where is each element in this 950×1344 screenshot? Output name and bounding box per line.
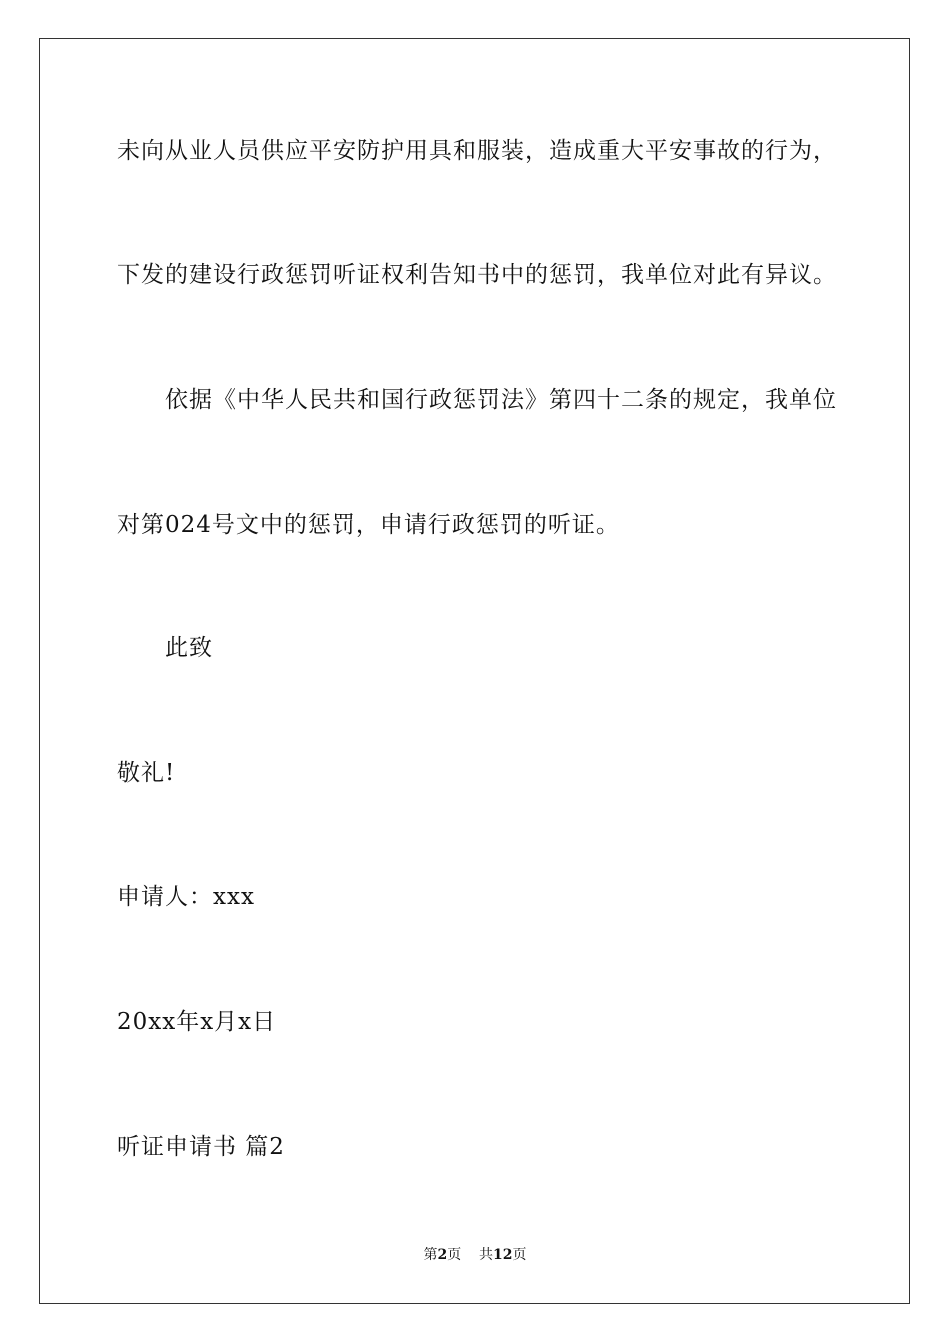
body-line-1: 未向从业人员供应平安防护用具和服装，造成重大平安事故的行为， xyxy=(117,138,837,164)
body-line-4: 对第024号文中的惩罚，申请行政惩罚的听证。 xyxy=(117,512,620,538)
section-heading: 听证申请书 篇2 xyxy=(117,1134,285,1160)
date-line: 20xx年x月x日 xyxy=(117,1009,277,1035)
footer-page-suffix: 页 xyxy=(447,1247,462,1263)
page-footer xyxy=(0,1246,950,1264)
body-line-3: 依据《中华人民共和国行政惩罚法》第四十二条的规定，我单位 xyxy=(165,387,837,413)
footer-page-prefix: 第 xyxy=(423,1247,438,1263)
footer-total-suffix: 页 xyxy=(512,1247,527,1263)
closing-line: 敬礼! xyxy=(117,760,176,786)
page-frame xyxy=(39,38,910,1304)
footer-total-prefix: 共 xyxy=(479,1247,494,1263)
applicant-line: 申请人：xxx xyxy=(117,884,255,910)
footer-page-number: 2 xyxy=(437,1247,448,1263)
salutation-line: 此致 xyxy=(165,635,213,661)
footer-total-pages: 12 xyxy=(493,1247,513,1263)
body-line-2: 下发的建设行政惩罚听证权利告知书中的惩罚，我单位对此有异议。 xyxy=(117,262,837,288)
